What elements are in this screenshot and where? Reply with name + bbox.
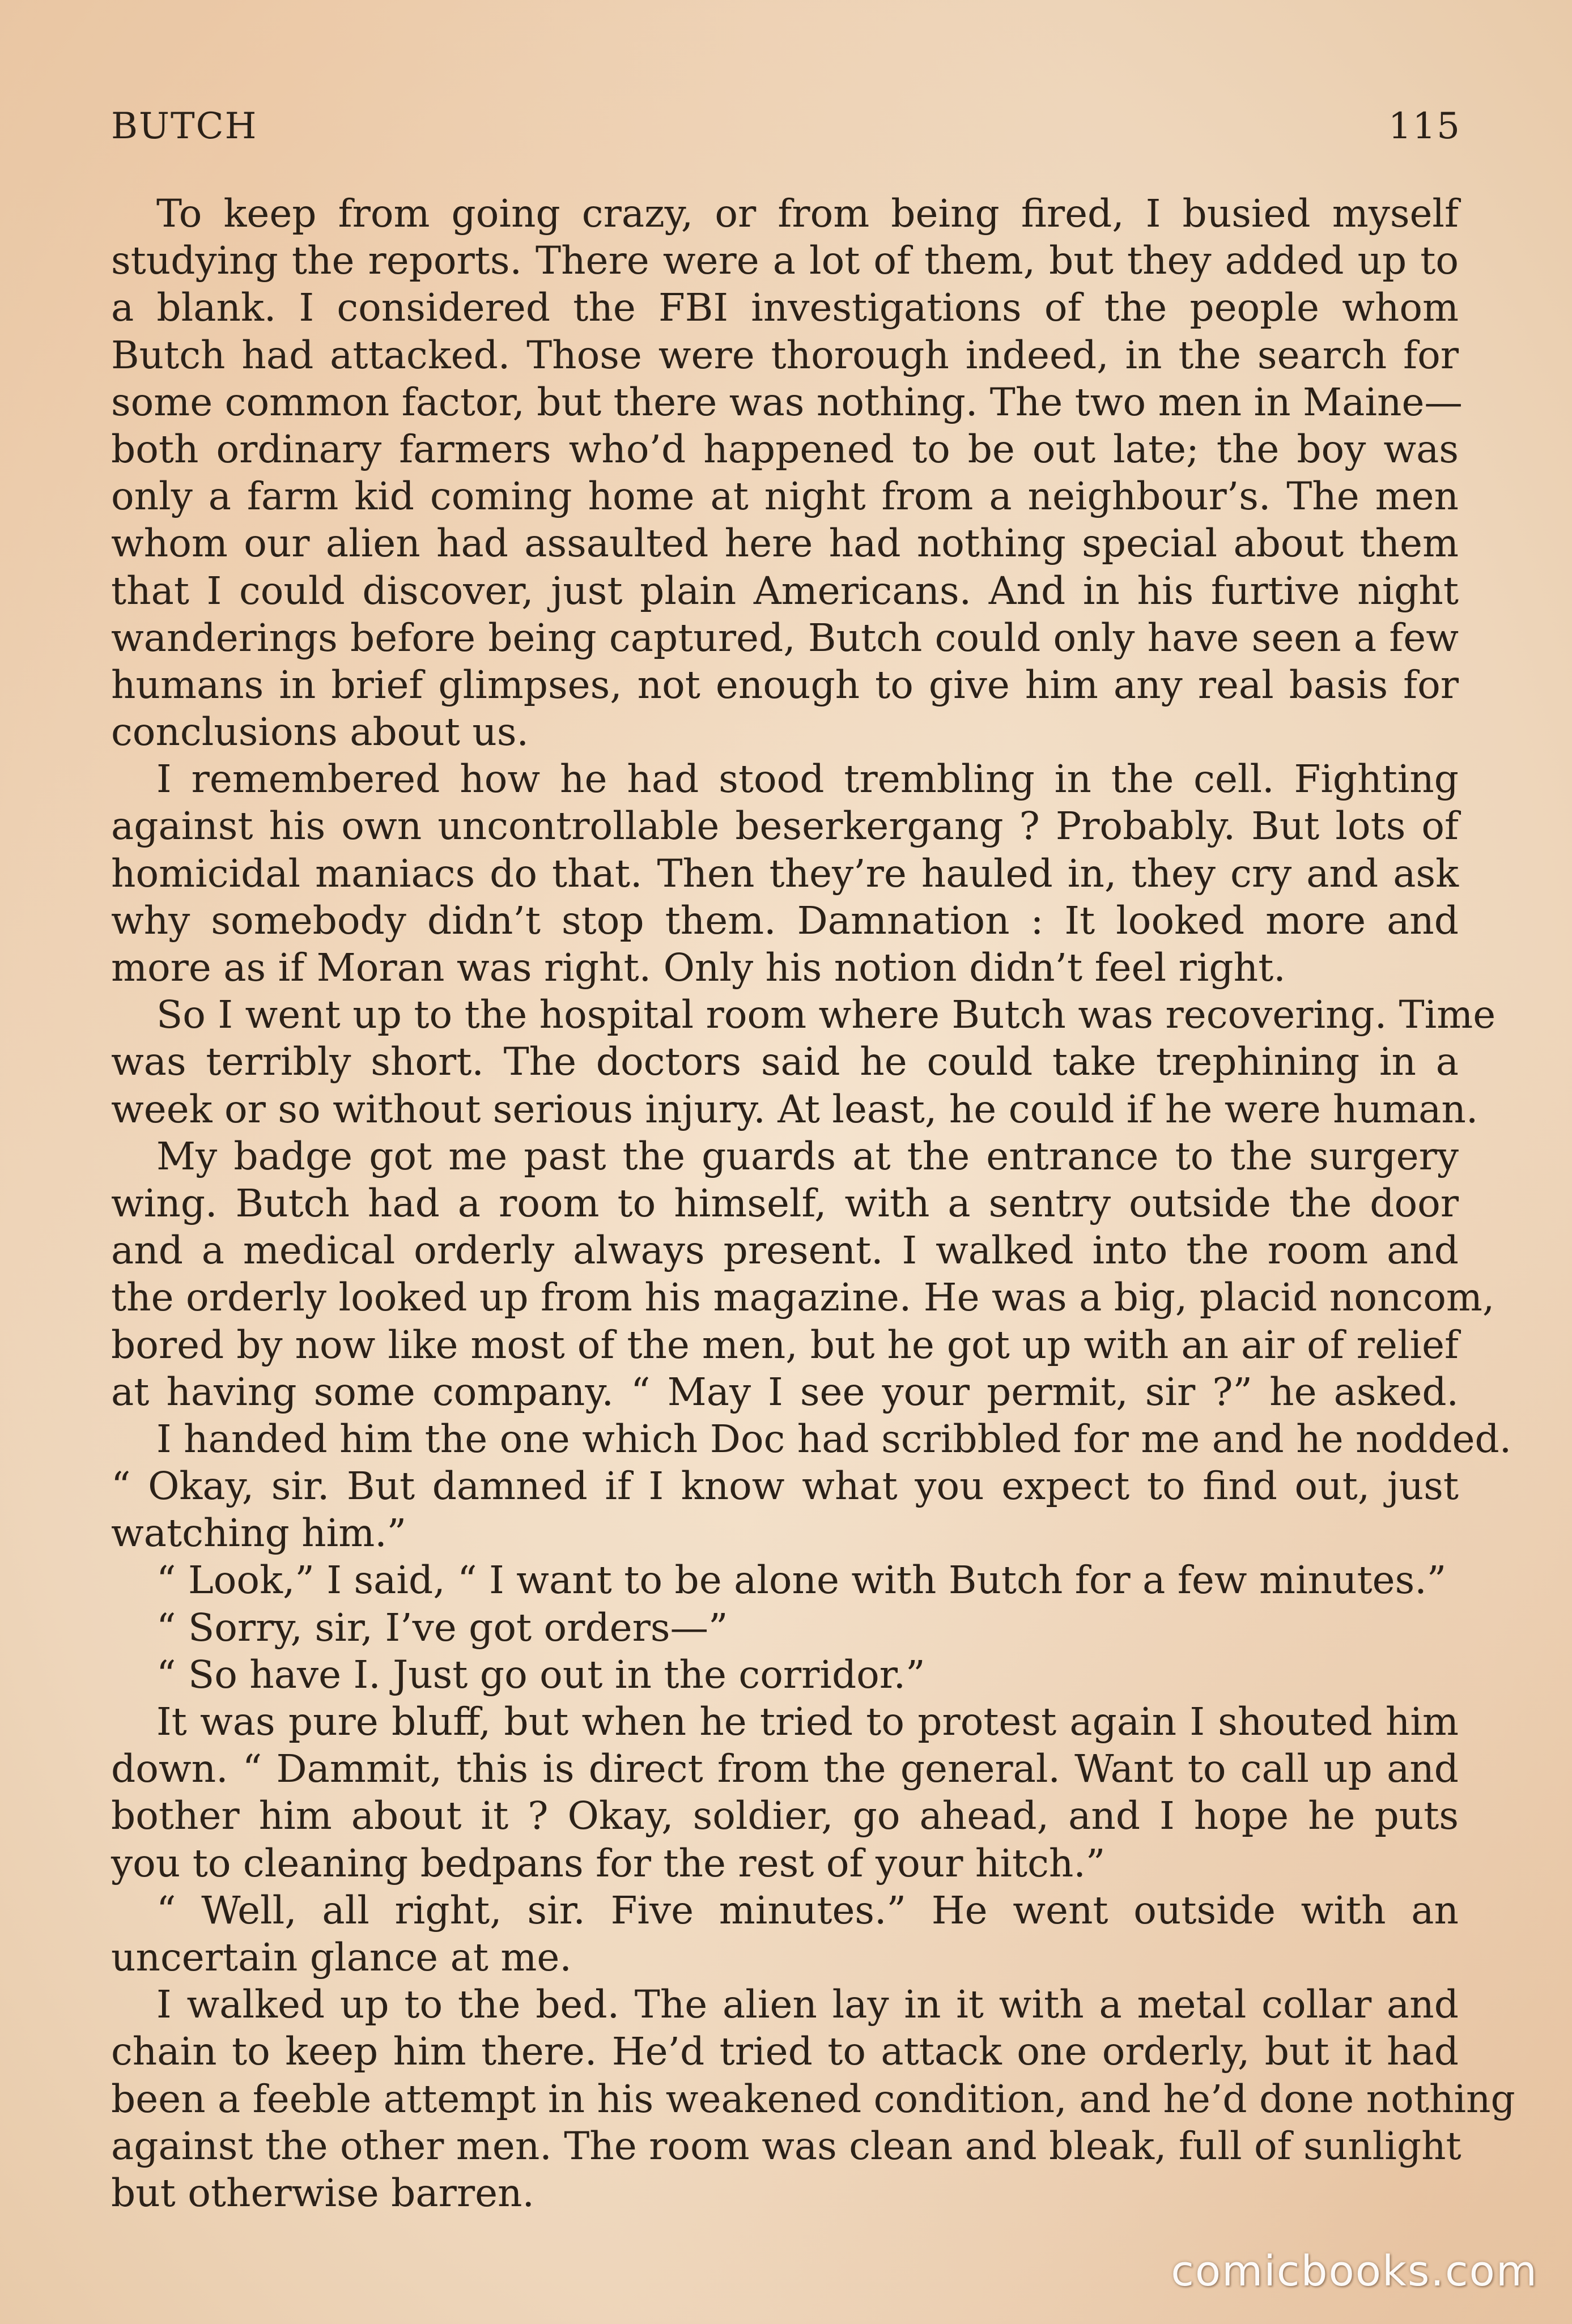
text-line: I handed him the one which Doc had scribbled for me and he nodded. (156, 1416, 1512, 1461)
text-line: and a medical orderly always present. I walked into the room and (111, 1228, 1459, 1273)
text-line: wing. Butch had a room to himself, with a sentry outside the door (111, 1180, 1459, 1225)
text-line: both ordinary farmers who’d happened to be out late; the boy was (111, 426, 1459, 471)
text-line: you to cleaning bedpans for the rest of your hitch.” (111, 1840, 1106, 1885)
text-line: My badge got me past the guards at the entrance to the surgery (156, 1133, 1459, 1178)
text-line: “ Sorry, sir, I’ve got orders—” (156, 1604, 728, 1650)
text-line: at having some company. “ May I see your permit, sir ?” he asked. (111, 1369, 1459, 1414)
running-head: BUTCH (111, 105, 258, 147)
text-line: “ Well, all right, sir. Five minutes.” He went outside with an (156, 1887, 1459, 1933)
page-header (111, 95, 1461, 158)
text-line: “ So have I. Just go out in the corridor.” (156, 1652, 925, 1697)
text-line: a blank. I considered the FBI investigations of the people whom (111, 285, 1459, 330)
text-line: It was pure bluff, but when he tried to protest again I shouted him (156, 1699, 1459, 1744)
text-line: I remembered how he had stood trembling in the cell. Fighting (156, 756, 1459, 802)
text-line: but otherwise barren. (111, 2170, 534, 2215)
text-line: was terribly short. The doctors said he could take trephining in a (111, 1039, 1459, 1084)
text-line: bored by now like most of the men, but he got up with an air of relief (111, 1322, 1459, 1367)
text-line: So I went up to the hospital room where Butch was recovering. Time (156, 992, 1496, 1037)
text-line: against his own uncontrollable beserkergang ? Probably. But lots of (111, 803, 1459, 849)
text-line: some common factor, but there was nothing. The two men in Maine— (111, 379, 1463, 424)
text-line: chain to keep him there. He’d tried to attack one orderly, but it had (111, 2029, 1459, 2074)
text-line: humans in brief glimpses, not enough to give him any real basis for (111, 662, 1459, 707)
text-line: more as if Moran was right. Only his notion didn’t feel right. (111, 945, 1286, 990)
text-line: “ Look,” I said, “ I want to be alone with Butch for a few minutes.” (156, 1557, 1447, 1603)
text-line: whom our alien had assaulted here had nothing special about them (111, 521, 1459, 566)
text-line: studying the reports. There were a lot of them, but they added up to (111, 238, 1459, 283)
text-line: been a feeble attempt in his weakened condition, and he’d done nothing (111, 2076, 1515, 2121)
text-line: conclusions about us. (111, 709, 529, 755)
text-line: the orderly looked up from his magazine. He was a big, placid noncom, (111, 1275, 1495, 1320)
text-line: only a farm kid coming home at night from a neighbour’s. The men (111, 474, 1459, 519)
text-line: Butch had attacked. Those were thorough indeed, in the search for (111, 332, 1459, 377)
text-line: down. “ Dammit, this is direct from the general. Want to call up and (111, 1746, 1459, 1791)
text-line: week or so without serious injury. At least, he could if he were human. (111, 1086, 1478, 1131)
text-line: “ Okay, sir. But damned if I know what you expect to find out, just (111, 1463, 1459, 1509)
text-line: watching him.” (111, 1510, 407, 1556)
text-line: homicidal maniacs do that. Then they’re hauled in, they cry and ask (111, 850, 1459, 896)
text-line: that I could discover, just plain Americans. And in his furtive night (111, 568, 1459, 613)
body-text (111, 190, 1515, 2216)
text-line: uncertain glance at me. (111, 1934, 572, 1980)
text-line: bother him about it ? Okay, soldier, go ahead, and I hope he puts (111, 1793, 1459, 1838)
page-number: 115 (1388, 105, 1461, 147)
text-line: To keep from going crazy, or from being fired, I busied myself (156, 191, 1459, 236)
watermark: comicbooks.com (1171, 2247, 1538, 2296)
text-line: against the other men. The room was clean and bleak, full of sunlight (111, 2123, 1461, 2168)
text-line: I walked up to the bed. The alien lay in it with a metal collar and (156, 1982, 1459, 2027)
text-line: wanderings before being captured, Butch could only have seen a few (111, 615, 1459, 660)
text-line: why somebody didn’t stop them. Damnation : It looked more and (111, 897, 1459, 943)
